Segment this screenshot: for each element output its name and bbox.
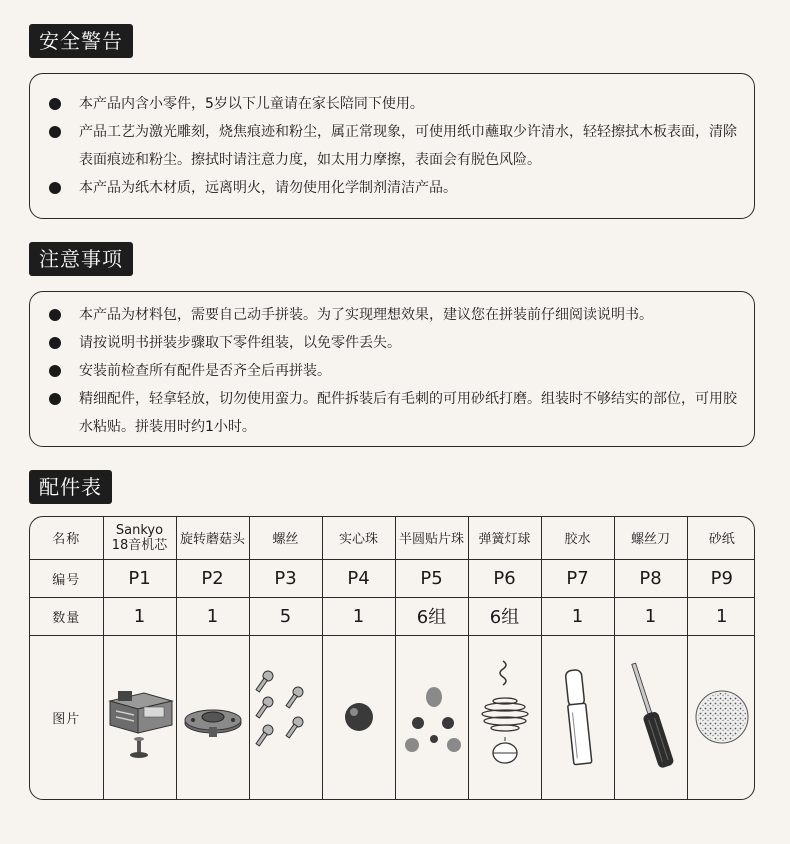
safety-box — [29, 73, 755, 219]
list-item: 本产品内含小零件，5岁以下儿童请在家长陪同下使用。 — [30, 90, 754, 118]
list-item: 产品工艺为激光雕刻，烧焦痕迹和粉尘，属正常现象，可使用纸巾蘸取少许清水，轻轻擦拭木板表面，清除表面痕迹和粉尘。擦拭时请注意力度，如太用力摩擦，表面会有脱色风险。 — [30, 118, 754, 174]
bullet-icon — [49, 337, 61, 349]
part-qty: 6组 — [395, 597, 468, 635]
sandpaper-icon — [687, 635, 755, 799]
part-code: P4 — [322, 559, 395, 597]
part-name: 螺丝刀 — [614, 517, 687, 559]
part-code: P7 — [541, 559, 614, 597]
part-qty: 5 — [249, 597, 322, 635]
bullet-icon — [49, 393, 61, 405]
part-code: P3 — [249, 559, 322, 597]
part-qty: 1 — [687, 597, 755, 635]
music-box-movement-icon — [103, 635, 176, 799]
notes-title: 注意事项 — [29, 242, 133, 276]
part-name: 砂纸 — [687, 517, 755, 559]
list-item: 请按说明书拼装步骤取下零件组装，以免零件丢失。 — [30, 329, 754, 357]
row-label-code: 编号 — [30, 559, 103, 597]
notes-box — [29, 291, 755, 447]
table-row — [30, 635, 755, 799]
row-label-image: 图片 — [30, 635, 103, 799]
screws-icon — [249, 635, 322, 799]
bullet-icon — [49, 126, 61, 138]
half-round-beads-icon — [395, 635, 468, 799]
glue-tube-icon — [541, 635, 614, 799]
part-name: 螺丝 — [249, 517, 322, 559]
table-row — [30, 597, 755, 635]
bullet-icon — [49, 182, 61, 194]
part-code: P8 — [614, 559, 687, 597]
part-qty: 6组 — [468, 597, 541, 635]
part-name: 实心珠 — [322, 517, 395, 559]
row-label-qty: 数量 — [30, 597, 103, 635]
part-qty: 1 — [103, 597, 176, 635]
part-code: P1 — [103, 559, 176, 597]
safety-title: 安全警告 — [29, 24, 133, 58]
bullet-icon — [49, 365, 61, 377]
row-label-name: 名称 — [30, 517, 103, 559]
part-qty: 1 — [614, 597, 687, 635]
mushroom-head-icon — [176, 635, 249, 799]
part-qty: 1 — [541, 597, 614, 635]
parts-table — [30, 517, 755, 799]
table-row — [30, 559, 755, 597]
list-item: 本产品为材料包，需要自己动手拼装。为了实现理想效果，建议您在拼装前仔细阅读说明书。 — [30, 301, 754, 329]
part-name: 胶水 — [541, 517, 614, 559]
part-qty: 1 — [322, 597, 395, 635]
part-qty: 1 — [176, 597, 249, 635]
table-row — [30, 517, 755, 559]
bullet-icon — [49, 98, 61, 110]
bullet-icon — [49, 309, 61, 321]
list-item: 本产品为纸木材质，远离明火，请勿使用化学制剂清洁产品。 — [30, 174, 754, 202]
spring-lantern-icon — [468, 635, 541, 799]
parts-table-box — [29, 516, 755, 800]
part-name: 旋转蘑菇头 — [176, 517, 249, 559]
solid-bead-icon — [322, 635, 395, 799]
part-code: P2 — [176, 559, 249, 597]
part-name: 弹簧灯球 — [468, 517, 541, 559]
part-code: P5 — [395, 559, 468, 597]
list-item: 精细配件，轻拿轻放，切勿使用蛮力。配件拆装后有毛刺的可用砂纸打磨。组装时不够结实的部位，可用胶水粘贴。拼装用时约1小时。 — [30, 385, 754, 441]
part-name: 半圆贴片珠 — [395, 517, 468, 559]
list-item: 安装前检查所有配件是否齐全后再拼装。 — [30, 357, 754, 385]
part-code: P6 — [468, 559, 541, 597]
part-name: Sankyo 18音机芯 — [103, 517, 176, 559]
parts-title: 配件表 — [29, 470, 112, 504]
part-code: P9 — [687, 559, 755, 597]
screwdriver-icon — [614, 635, 687, 799]
